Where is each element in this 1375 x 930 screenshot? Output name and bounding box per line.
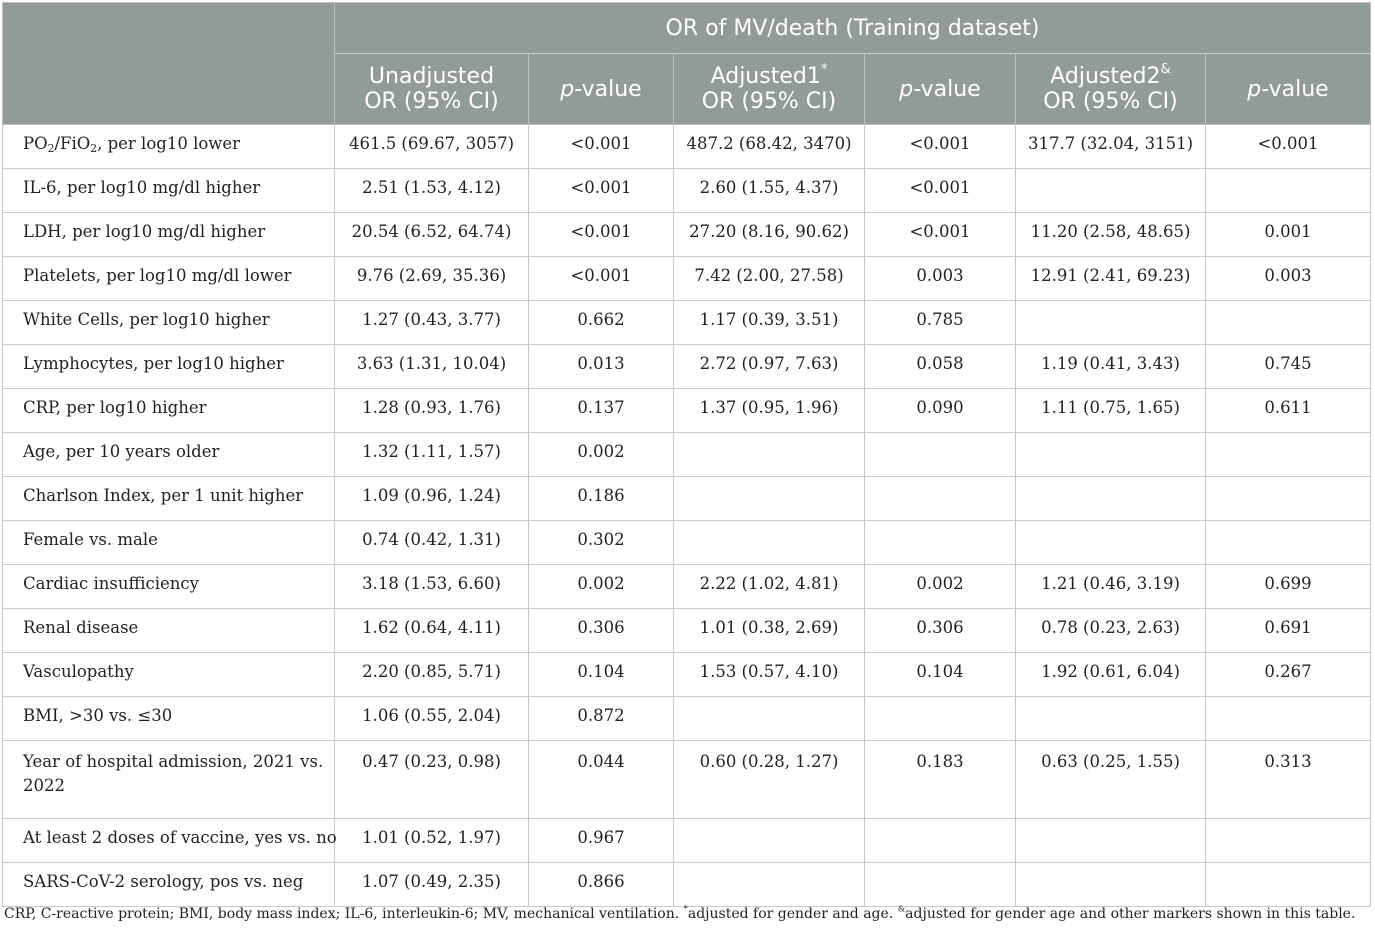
row-label: $PO_2/FiO_2$, per log10 lower <box>3 125 335 169</box>
row-label: Renal disease <box>3 609 335 653</box>
table-row <box>3 609 1371 653</box>
unadjusted-or: 1.09 (0.96, 1.24) <box>335 477 529 521</box>
p-value-1: 0.306 <box>529 609 674 653</box>
row-label: Age, per 10 years older <box>3 433 335 477</box>
adjusted1-or <box>674 819 865 863</box>
table-row <box>3 301 1371 345</box>
row-label: White Cells, per log10 higher <box>3 301 335 345</box>
adjusted1-or: 2.22 (1.02, 4.81) <box>674 565 865 609</box>
header-corner-cell <box>3 3 335 125</box>
adjusted1-or: 487.2 (68.42, 3470) <box>674 125 865 169</box>
row-label: LDH, per log10 mg/dl higher <box>3 213 335 257</box>
table-body <box>3 125 1371 907</box>
p-value-1: 0.104 <box>529 653 674 697</box>
p-value-1: 0.137 <box>529 389 674 433</box>
adjusted1-or: 2.60 (1.55, 4.37) <box>674 169 865 213</box>
p-value-3 <box>1206 819 1371 863</box>
adjusted1-or: 0.60 (0.28, 1.27) <box>674 741 865 819</box>
adjusted2-or: 0.78 (0.23, 2.63) <box>1016 609 1206 653</box>
p-value-2: 0.002 <box>865 565 1016 609</box>
unadjusted-or: 2.51 (1.53, 4.12) <box>335 169 529 213</box>
adjusted1-or: 27.20 (8.16, 90.62) <box>674 213 865 257</box>
adjusted2-or: 0.63 (0.25, 1.55) <box>1016 741 1206 819</box>
unadjusted-or: 1.01 (0.52, 1.97) <box>335 819 529 863</box>
p-value-2: 0.090 <box>865 389 1016 433</box>
adjusted2-or <box>1016 169 1206 213</box>
unadjusted-or: 20.54 (6.52, 64.74) <box>335 213 529 257</box>
adjusted2-or <box>1016 863 1206 907</box>
adjusted2-or: 1.21 (0.46, 3.19) <box>1016 565 1206 609</box>
adjusted2-or <box>1016 697 1206 741</box>
p-value-2 <box>865 697 1016 741</box>
row-label: Platelets, per log10 mg/dl lower <box>3 257 335 301</box>
header-adjusted1: Adjusted1* OR (95% CI) <box>674 54 865 125</box>
row-label: BMI, >30 vs. ≤30 <box>3 697 335 741</box>
unadjusted-or: 3.18 (1.53, 6.60) <box>335 565 529 609</box>
p-value-1: <0.001 <box>529 257 674 301</box>
adjusted2-or: 1.11 (0.75, 1.65) <box>1016 389 1206 433</box>
row-label: IL-6, per log10 mg/dl higher <box>3 169 335 213</box>
p-value-1: 0.967 <box>529 819 674 863</box>
unadjusted-or: 2.20 (0.85, 5.71) <box>335 653 529 697</box>
table-row <box>3 433 1371 477</box>
p-value-1: 0.002 <box>529 433 674 477</box>
adjusted1-or: 1.17 (0.39, 3.51) <box>674 301 865 345</box>
p-value-1: 0.186 <box>529 477 674 521</box>
header-p-value-1: p-value <box>529 54 674 125</box>
group-header: OR of MV/death (Training dataset) <box>335 3 1371 54</box>
unadjusted-or: 1.32 (1.11, 1.57) <box>335 433 529 477</box>
p-value-1: <0.001 <box>529 213 674 257</box>
unadjusted-or: 9.76 (2.69, 35.36) <box>335 257 529 301</box>
unadjusted-or: 1.27 (0.43, 3.77) <box>335 301 529 345</box>
adjusted2-or <box>1016 301 1206 345</box>
adjusted1-or <box>674 521 865 565</box>
adjusted2-or <box>1016 477 1206 521</box>
unadjusted-or: 1.28 (0.93, 1.76) <box>335 389 529 433</box>
table-header <box>3 3 1371 125</box>
p-value-1: 0.002 <box>529 565 674 609</box>
table-row <box>3 477 1371 521</box>
p-value-2: <0.001 <box>865 169 1016 213</box>
adjusted1-or: 1.53 (0.57, 4.10) <box>674 653 865 697</box>
table-footnote: CRP, C-reactive protein; BMI, body mass index; IL-6, interleukin-6; MV, mechanical ventilation. *adjusted for gender and age. &adjusted for gender age and other markers shown in this table. <box>4 903 1356 922</box>
unadjusted-or: 461.5 (69.67, 3057) <box>335 125 529 169</box>
header-adjusted2: Adjusted2& OR (95% CI) <box>1016 54 1206 125</box>
p-value-3 <box>1206 863 1371 907</box>
row-label: Female vs. male <box>3 521 335 565</box>
table-row <box>3 521 1371 565</box>
odds-ratio-table <box>2 2 1371 907</box>
p-value-3 <box>1206 521 1371 565</box>
p-value-2 <box>865 819 1016 863</box>
unadjusted-or: 1.07 (0.49, 2.35) <box>335 863 529 907</box>
table-row <box>3 819 1371 863</box>
unadjusted-or: 0.74 (0.42, 1.31) <box>335 521 529 565</box>
p-value-2: 0.785 <box>865 301 1016 345</box>
p-value-2: 0.058 <box>865 345 1016 389</box>
header-unadjusted: Unadjusted OR (95% CI) <box>335 54 529 125</box>
p-value-3 <box>1206 477 1371 521</box>
p-value-3 <box>1206 301 1371 345</box>
table-row <box>3 697 1371 741</box>
p-value-3: 0.313 <box>1206 741 1371 819</box>
table-row <box>3 257 1371 301</box>
row-label: Cardiac insufficiency <box>3 565 335 609</box>
p-value-1: <0.001 <box>529 169 674 213</box>
unadjusted-or: 0.47 (0.23, 0.98) <box>335 741 529 819</box>
p-value-2: <0.001 <box>865 213 1016 257</box>
header-p-value-3: p-value <box>1206 54 1371 125</box>
p-value-1: <0.001 <box>529 125 674 169</box>
results-table-container <box>2 2 1370 907</box>
adjusted2-or: 11.20 (2.58, 48.65) <box>1016 213 1206 257</box>
table-row <box>3 345 1371 389</box>
p-value-1: 0.302 <box>529 521 674 565</box>
table-row <box>3 389 1371 433</box>
unadjusted-or: 1.62 (0.64, 4.11) <box>335 609 529 653</box>
table-row <box>3 169 1371 213</box>
adjusted2-or <box>1016 819 1206 863</box>
table-row <box>3 125 1371 169</box>
table-row <box>3 863 1371 907</box>
p-value-3: 0.699 <box>1206 565 1371 609</box>
p-value-2: 0.306 <box>865 609 1016 653</box>
unadjusted-or: 3.63 (1.31, 10.04) <box>335 345 529 389</box>
row-label: Lymphocytes, per log10 higher <box>3 345 335 389</box>
p-value-1: 0.872 <box>529 697 674 741</box>
p-value-1: 0.013 <box>529 345 674 389</box>
adjusted2-or: 1.19 (0.41, 3.43) <box>1016 345 1206 389</box>
adjusted1-or <box>674 477 865 521</box>
table-row <box>3 741 1371 819</box>
unadjusted-or: 1.06 (0.55, 2.04) <box>335 697 529 741</box>
p-value-2 <box>865 863 1016 907</box>
row-label: Vasculopathy <box>3 653 335 697</box>
adjusted1-or: 2.72 (0.97, 7.63) <box>674 345 865 389</box>
adjusted2-or: 1.92 (0.61, 6.04) <box>1016 653 1206 697</box>
p-value-2: 0.104 <box>865 653 1016 697</box>
adjusted2-or: 317.7 (32.04, 3151) <box>1016 125 1206 169</box>
p-value-3 <box>1206 697 1371 741</box>
table-row <box>3 653 1371 697</box>
adjusted1-or: 1.37 (0.95, 1.96) <box>674 389 865 433</box>
adjusted1-or <box>674 863 865 907</box>
header-p-value-2: p-value <box>865 54 1016 125</box>
adjusted1-or: 7.42 (2.00, 27.58) <box>674 257 865 301</box>
p-value-3: 0.003 <box>1206 257 1371 301</box>
table-row <box>3 213 1371 257</box>
p-value-2 <box>865 477 1016 521</box>
p-value-2: <0.001 <box>865 125 1016 169</box>
row-label: SARS-CoV-2 serology, pos vs. neg <box>3 863 335 907</box>
adjusted1-or <box>674 697 865 741</box>
p-value-3 <box>1206 433 1371 477</box>
row-label: CRP, per log10 higher <box>3 389 335 433</box>
p-value-1: 0.662 <box>529 301 674 345</box>
table-row <box>3 565 1371 609</box>
adjusted2-or <box>1016 521 1206 565</box>
p-value-3: 0.267 <box>1206 653 1371 697</box>
p-value-3: 0.611 <box>1206 389 1371 433</box>
row-label: Year of hospital admission, 2021 vs. 2022 <box>3 741 335 819</box>
p-value-2: 0.183 <box>865 741 1016 819</box>
p-value-1: 0.866 <box>529 863 674 907</box>
adjusted1-or <box>674 433 865 477</box>
p-value-2 <box>865 433 1016 477</box>
adjusted2-or <box>1016 433 1206 477</box>
row-label: At least 2 doses of vaccine, yes vs. no <box>3 819 335 863</box>
adjusted2-or: 12.91 (2.41, 69.23) <box>1016 257 1206 301</box>
adjusted1-or: 1.01 (0.38, 2.69) <box>674 609 865 653</box>
p-value-3: 0.001 <box>1206 213 1371 257</box>
p-value-2 <box>865 521 1016 565</box>
p-value-3: 0.745 <box>1206 345 1371 389</box>
p-value-2: 0.003 <box>865 257 1016 301</box>
row-label: Charlson Index, per 1 unit higher <box>3 477 335 521</box>
p-value-1: 0.044 <box>529 741 674 819</box>
p-value-3: <0.001 <box>1206 125 1371 169</box>
p-value-3: 0.691 <box>1206 609 1371 653</box>
p-value-3 <box>1206 169 1371 213</box>
